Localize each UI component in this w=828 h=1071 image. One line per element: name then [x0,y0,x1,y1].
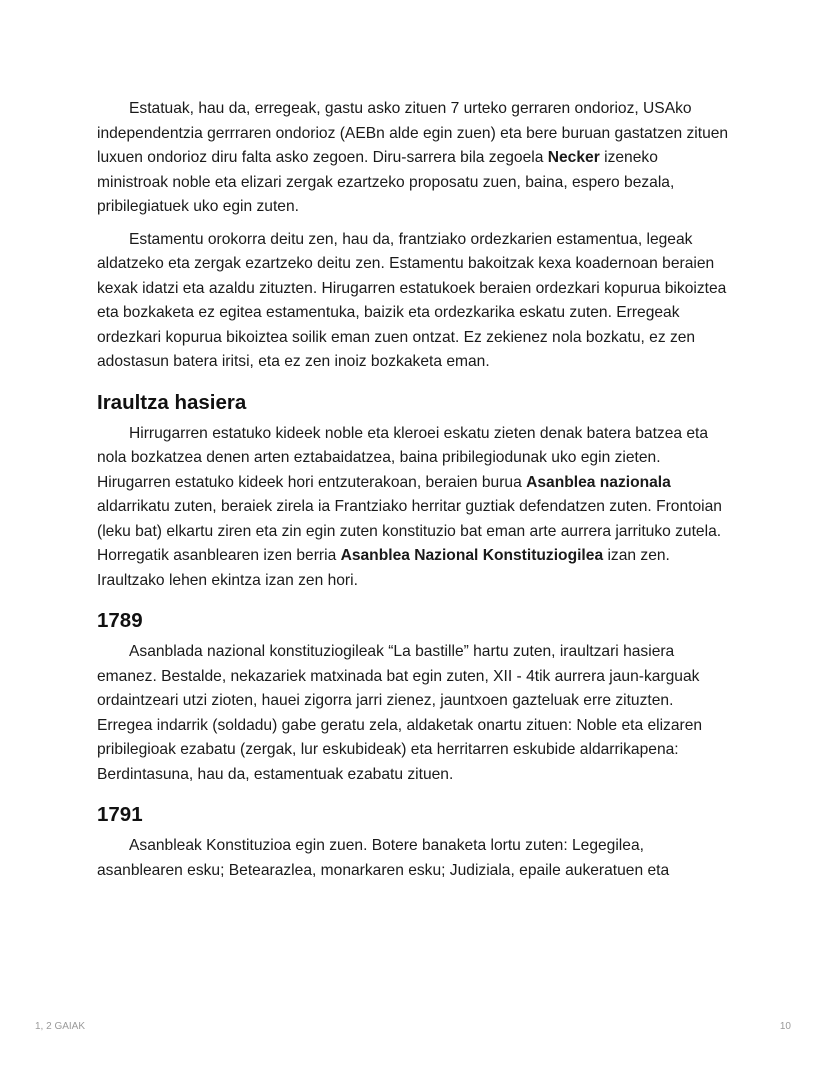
paragraph: Estamentu orokorra deitu zen, hau da, frantziako ordezkarien estamentua, legeak aldatzeko eta zergak ezartzeko deitu zen. Estamentu bakoitzak kexa koadernoan beraien kexak idatzi eta azaldu zituzten. Hirugarren estatukoek beraien ordezkari kopurua bikoiztea eta bozkaketa ez egitea estamentuka, baizik eta ordezkarika eskatu zuten. Erregeak ordezkari kopurua bikoiztea soilik eman zuen ontzat. Ez zekienez nola bozkatu, ez zen adostasun batera iritsi, eta ez zen inoiz bozkaketa eman. [97,230,727,370]
paragraph [97,422,729,594]
bold-term: Asanblea nazionala [526,473,671,491]
bold-term: Necker [547,149,600,166]
text-run: izan zen. Iraultzako lehen ekintza izan zen hori. [97,547,670,589]
document-body [97,97,729,891]
page-number: 10 [779,1021,791,1032]
text-run: izeneko ministroak noble eta elizari zergak ezartzeko proposatu zuen, baina, espero bezala, pribilegiatuek uko egin zuten. [97,149,675,215]
paragraph: Asanblada nazional konstituziogileak “La bastille” hartu zuten, iraultzari hasiera emanez. Bestalde, nekazariek matxinada bat egin zuten, XII - 4tik aurrera jaun-karguak ordaintzeari utzi zioten, hauei zigorra jarri zienez, jauntxoen gazteluak erre zituzten. Erregea indarrik (soldadu) gabe geratu zela, aldaketak onartu zituen: Noble eta elizaren pribilegioak ezabatu (zergak, lur eskubideak) eta herritarren eskubide aldarrikapena: Berdintasuna, hau da, estamentuak ezabatu zituen. [97,643,703,783]
paragraph [97,97,729,220]
footer-section-label: 1, 2 GAIAK [35,1021,86,1032]
text-run: aldarrikatu zuten, beraiek zirela ia Frantziako herritar guztiak defendatzen zuten. Frontoian (leku bat) elkartu ziren eta zin egin zuten konstituzio bat eman arte aurrera jarrituko zutela. Horregatik asanblearen izen berria [97,498,722,564]
text-run: Hirrugarren estatuko kideek noble eta kleroei eskatu zieten denak batera batzea eta nola bozkatzea denen arten eztabaidatzea, baina pribilegiodunak uko egin zieten. Hirugarren estatuko kideek hori entzuterakoan, beraien burua [97,424,709,491]
paragraph: Asanbleak Konstituzioa egin zuen. Botere banaketa lortu zuten: Legegilea, asanblearen esku; Betearazlea, monarkaren esku; Judiziala, epaile aukeratuen eta [97,837,670,879]
section-heading: Iraultza hasiera [97,390,247,414]
text-run: Estatuak, hau da, erregeak, gastu asko zituen 7 urteko gerraren ondorioz, USAko independentzia gerrraren ondorioz (AEBn alde egin zuen) eta bere buruan gastatzen zituen luxuen ondorioz diru falta asko zegoen. Diru-sarrera bila zegoela [97,100,729,166]
bold-term: Asanblea Nazional Konstituziogilea [340,547,604,564]
section-heading: 1791 [97,803,143,826]
section-heading: 1789 [97,609,143,632]
